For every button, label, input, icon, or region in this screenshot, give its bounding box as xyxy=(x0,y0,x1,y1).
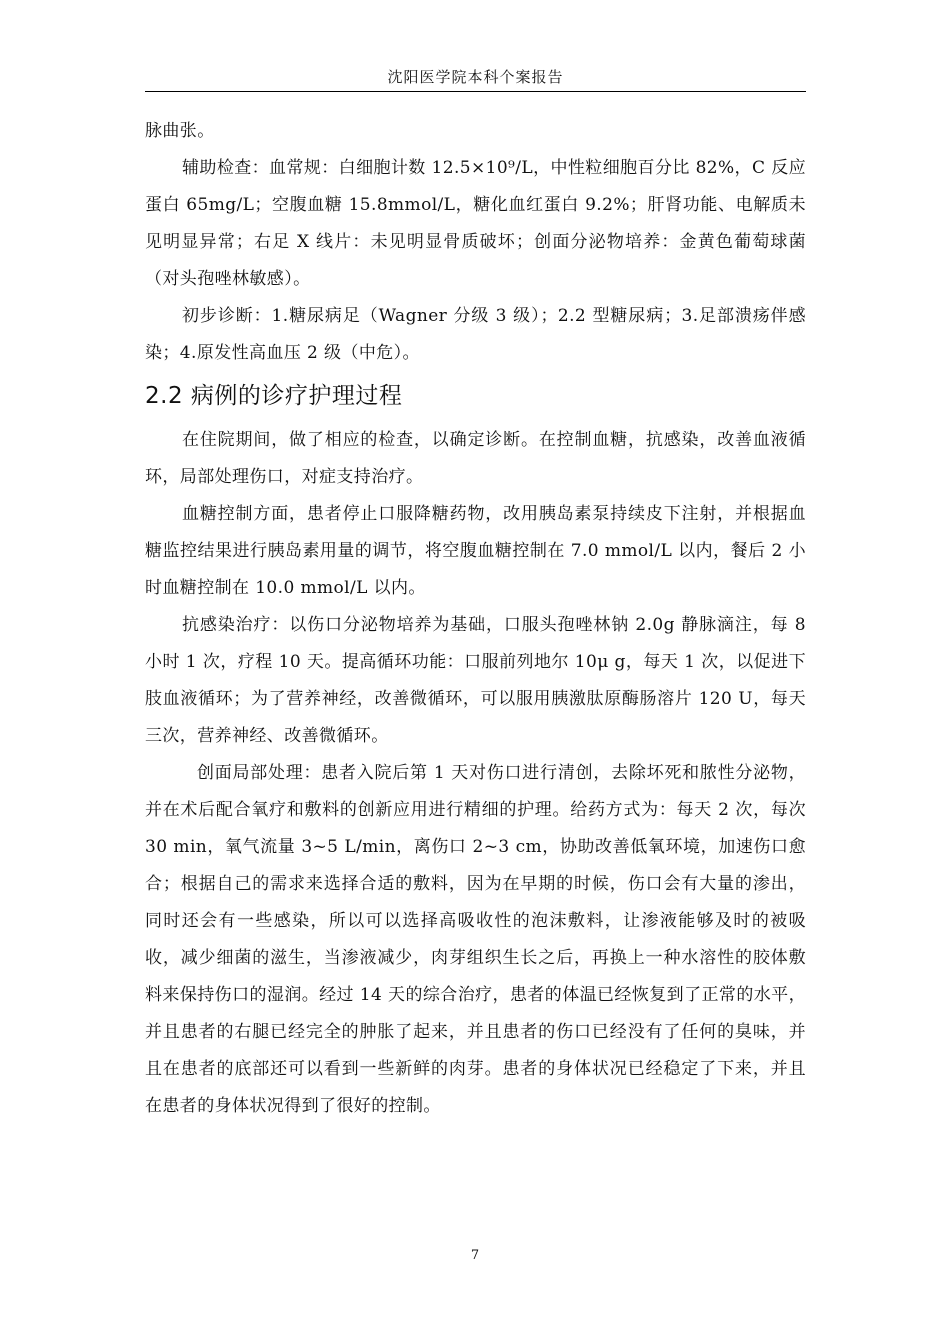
paragraph-anti-infection: 抗感染治疗：以伤口分泌物培养为基础，口服头孢唑林钠 2.0g 静脉滴注，每 8 小时 1 次，疗程 10 天。提高循环功能：口服前列地尔 10μ g，每天 1 次，以促进下肢血液循环；为了营养神经，改善微循环，可以服用胰激肽原酶肠溶片 120 U，每天三次，营养神经、改善微循环。 xyxy=(145,615,806,746)
paragraph-continuation: 脉曲张。 xyxy=(145,121,215,141)
page-content xyxy=(145,113,806,1125)
page-number: 7 xyxy=(470,1248,480,1263)
paragraph-wound-care: 创面局部处理：患者入院后第 1 天对伤口进行清创，去除坏死和脓性分泌物，并在术后配合氧疗和敷料的创新应用进行精细的护理。给药方式为：每天 2 次，每次 30 min，氧气流量 3~5 L/min，离伤口 2~3 cm，协助改善低氧环境，加速伤口愈合；根据自己的需求来选择合适的敷料，因为在早期的时候，伤口会有大量的渗出，同时还会有一些感染，所以可以选择高吸收性的泡沫敷料，让渗液能够及时的被吸收，减少细菌的滋生，当渗液减少，肉芽组织生长之后，再换上一种水溶性的胶体敷料来保持伤口的湿润。经过 14 天的综合治疗，患者的体温已经恢复到了正常的水平，并且患者的右腿已经完全的肿胀了起来，并且患者的伤口已经没有了任何的臭味，并且在患者的底部还可以看到一些新鲜的肉芽。患者的身体状况已经稳定了下来，并且在患者的身体状况得到了很好的控制。 xyxy=(145,763,806,1116)
paragraph-preliminary-diagnosis: 初步诊断：1.糖尿病足（Wagner 分级 3 级）；2.2 型糖尿病；3.足部溃疡伴感染；4.原发性高血压 2 级（中危）。 xyxy=(145,306,806,363)
paragraph-auxiliary-exam: 辅助检查：血常规：白细胞计数 12.5×10⁹/L，中性粒细胞百分比 82%，C 反应蛋白 65mg/L；空腹血糖 15.8mmol/L，糖化血红蛋白 9.2%；肝肾功能、电解质未见明显异常；右足 X 线片：未见明显骨质破坏；创面分泌物培养：金黄色葡萄球菌（对头孢唑林敏感）。 xyxy=(145,158,806,289)
paragraph-hospital-stay: 在住院期间，做了相应的检查，以确定诊断。在控制血糖，抗感染，改善血液循环，局部处理伤口，对症支持治疗。 xyxy=(145,430,806,487)
header-rule xyxy=(145,91,806,92)
paragraph-glucose-control: 血糖控制方面，患者停止口服降糖药物，改用胰岛素泵持续皮下注射，并根据血糖监控结果进行胰岛素用量的调节，将空腹血糖控制在 7.0 mmol/L 以内，餐后 2 小时血糖控制在 10.0 mmol/L 以内。 xyxy=(145,504,806,598)
section-heading: 2.2 病例的诊疗护理过程 xyxy=(145,383,403,409)
running-header: 沈阳医学院本科个案报告 xyxy=(387,68,564,86)
